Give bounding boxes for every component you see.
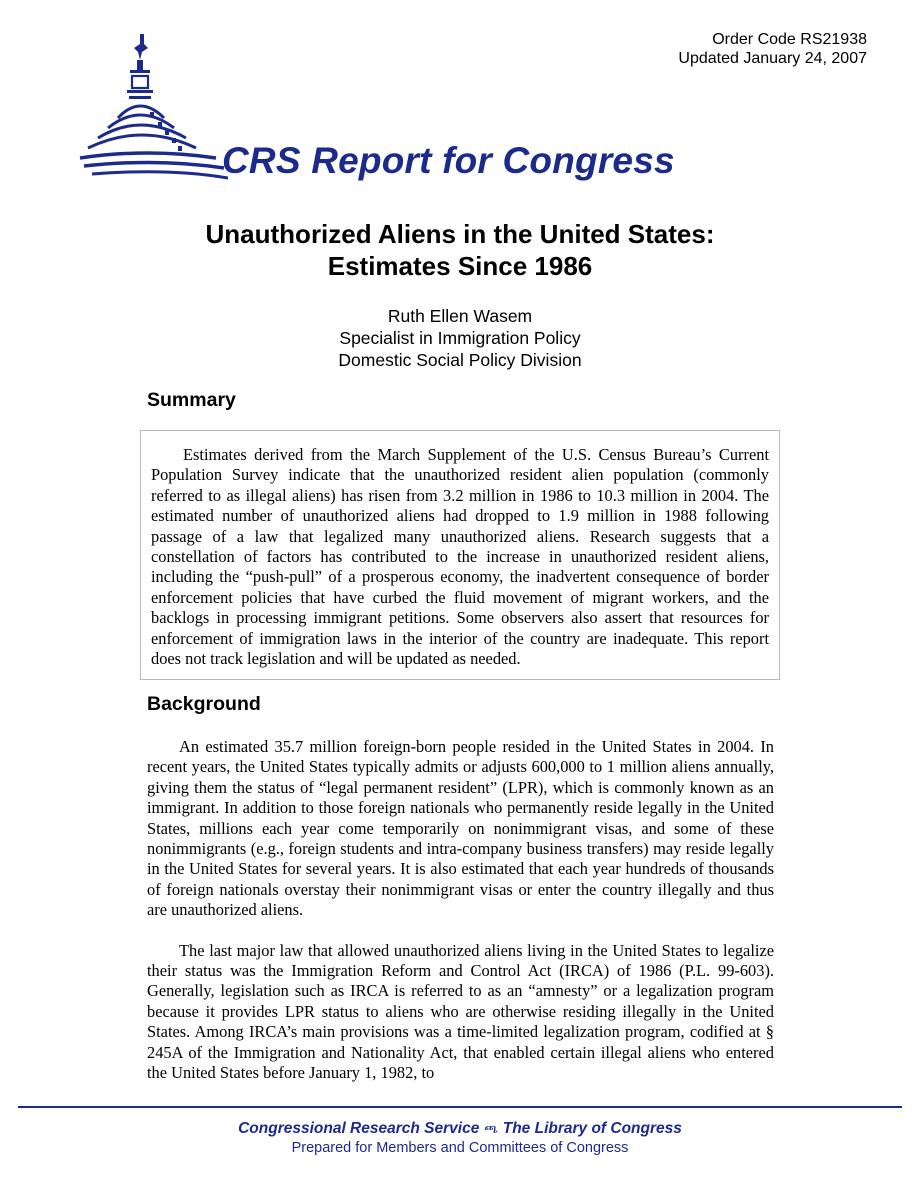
capitol-dome-icon [78, 30, 228, 190]
footer-separator: ጫ [484, 1121, 498, 1136]
background-body [147, 737, 774, 1084]
summary-text: Estimates derived from the March Supplement of the U.S. Census Bureau’s Current Population Survey indicate that the unauthorized resident alien population (commonly referred to as illegal aliens) has risen from 3.2 million in 1986 to 10.3 million in 2004. The estimated number of unauthorized aliens had dropped to 1.9 million in 1988 following passage of a law that legalized many unauthorized aliens. Research suggests that a constellation of factors has contributed to the increase in unauthorized resident aliens, including the “push-pull” of a prosperous economy, the inadvertent consequence of border enforcement policies that have curbed the fluid movement of migrant workers, and the backlogs in processing immigrant petitions. Some observers also assert that resources for enforcement of immigration laws in the interior of the country are inadequate. This report does not track legislation and will be updated as needed. [151, 445, 769, 669]
author-division: Domestic Social Policy Division [338, 350, 582, 370]
footer-rule [18, 1106, 902, 1108]
footer-org: Congressional Research Service [238, 1120, 480, 1137]
summary-box [140, 430, 780, 680]
summary-heading: Summary [147, 389, 236, 411]
brand-title: CRS Report for Congress [222, 140, 675, 181]
background-heading: Background [147, 693, 261, 715]
footer-prepared: Prepared for Members and Committees of Congress [291, 1140, 629, 1156]
author-block [0, 305, 920, 371]
order-code-block [678, 30, 867, 68]
title-line-2: Estimates Since 1986 [327, 251, 593, 281]
author-name: Ruth Ellen Wasem [387, 306, 533, 326]
title-line-1: Unauthorized Aliens in the United States: [205, 219, 715, 249]
author-position: Specialist in Immigration Policy [339, 328, 581, 348]
background-paragraph: The last major law that allowed unauthorized aliens living in the United States to legalize their status was the Immigration Reform and Control Act (IRCA) of 1986 (P.L. 99-603). Generally, legislation such as IRCA is referred to as an “amnesty” or a legalization program because it provides LPR status to aliens who are otherwise residing illegally in the United States. Among IRCA’s main provisions was a time-limited legalization program, codified at § 245A of the Immigration and Nationality Act, that enabled certain illegal aliens who entered the United States before January 1, 1982, to [147, 940, 774, 1083]
updated-date: Updated January 24, 2007 [678, 50, 867, 67]
order-code: Order Code RS21938 [712, 31, 867, 48]
document-title [0, 218, 920, 282]
footer-org-line [0, 1120, 920, 1138]
background-paragraph: An estimated 35.7 million foreign-born people resided in the United States in 2004. In recent years, the United States typically admits or adjusts 600,000 to 1 million aliens annually, giving them the status of “legal permanent resident” (LPR), which is commonly known as an immigrant. In addition to those foreign nationals who permanently reside legally in the United States, millions each year come temporarily on nonimmigrant visas, and some of these nonimmigrants (e.g., foreign students and intra-company business transfers) may reside legally in the United States for several years. It is also estimated that each year hundreds of thousands of foreign nationals overstay their nonimmigrant visas or enter the country illegally and thus are unauthorized aliens. [147, 737, 774, 920]
footer-library: The Library of Congress [502, 1120, 682, 1137]
